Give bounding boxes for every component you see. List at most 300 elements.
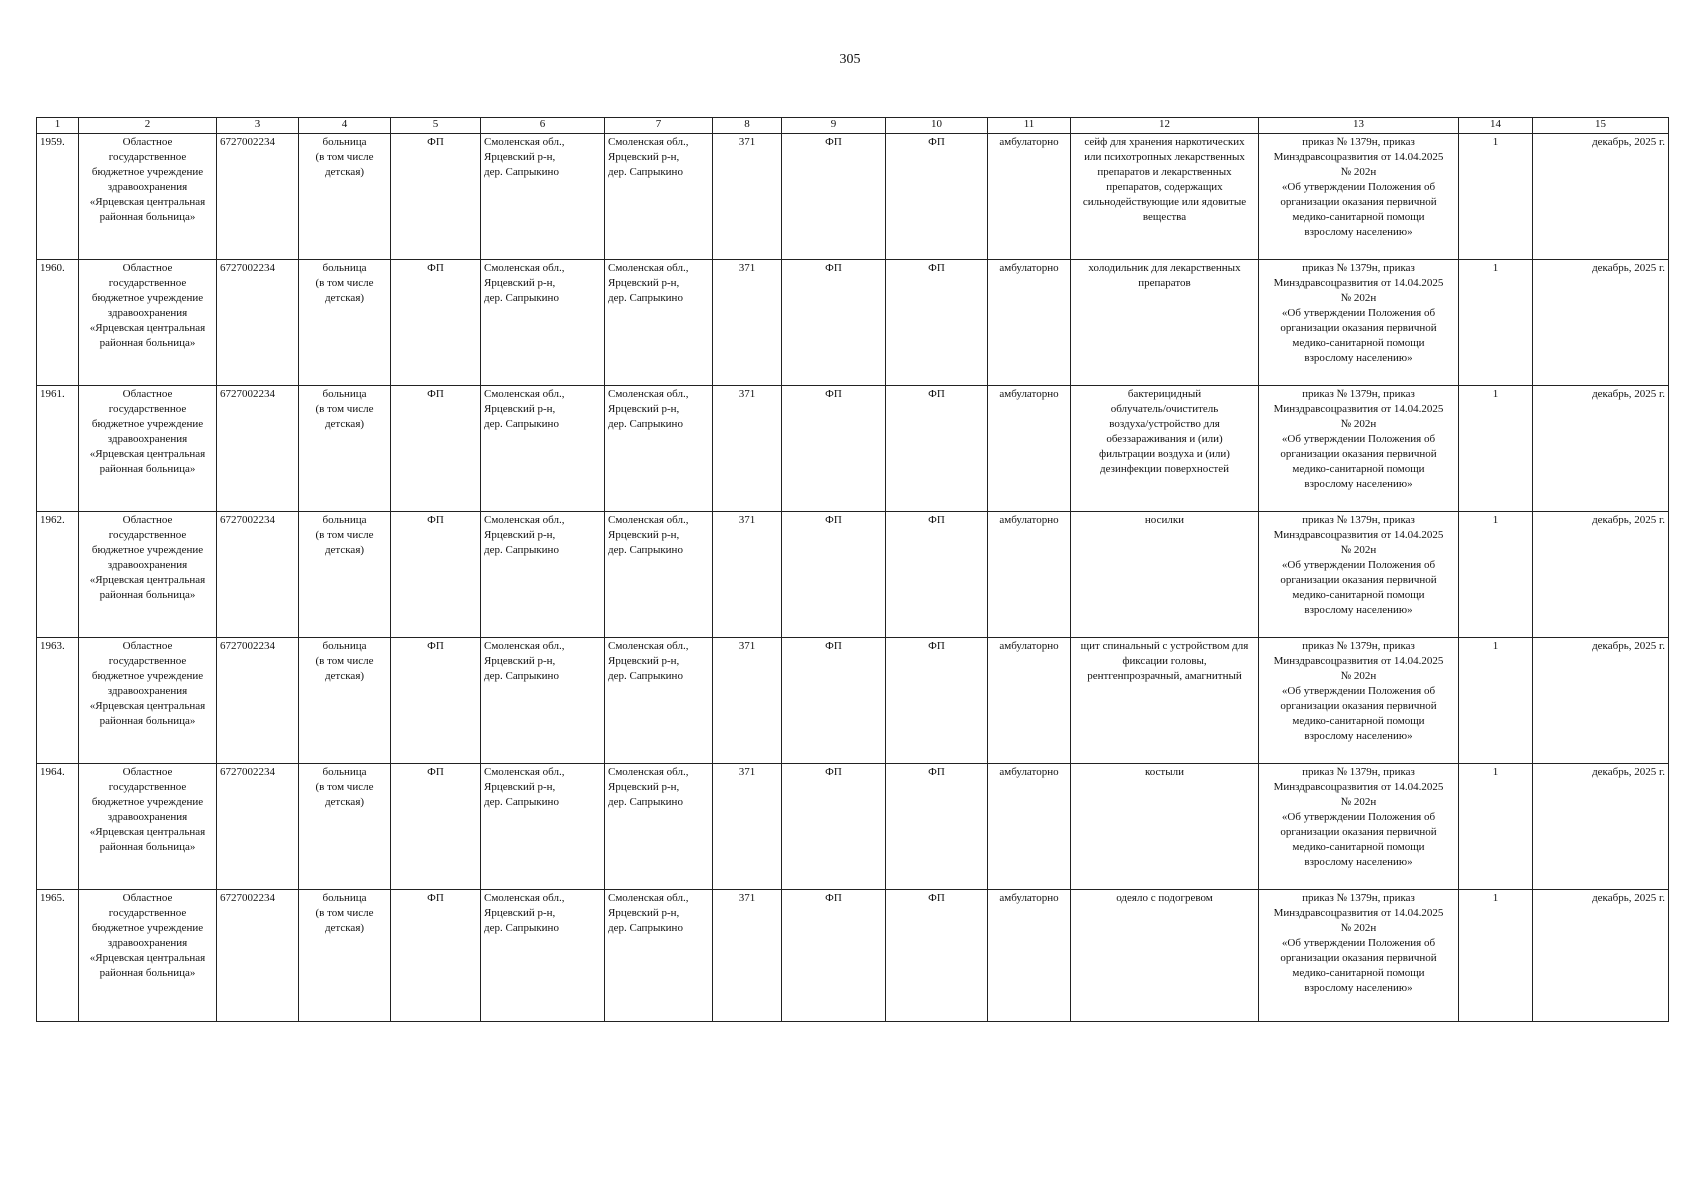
- code: 371: [713, 890, 782, 1022]
- regulation-order-line: приказ № 1379н, приказ: [1302, 892, 1415, 904]
- facility-type-line: детская): [324, 166, 365, 178]
- quantity: 1: [1459, 260, 1533, 386]
- address-line: дер. Сапрыкино: [484, 796, 559, 808]
- facility-type-line: (в том числе: [315, 403, 374, 415]
- organization-name-line: бюджетное учреждение: [91, 166, 204, 178]
- address-actual-line: дер. Сапрыкино: [608, 670, 683, 682]
- organization-name-line: здравоохранения: [107, 685, 188, 697]
- organization-name: [79, 386, 217, 512]
- organization-name-line: государственное: [108, 277, 187, 289]
- equipment-name-line: препаратов и лекарственных: [1097, 166, 1232, 178]
- address-line: Ярцевский р-н,: [484, 655, 556, 667]
- regulation-order-line: № 202н: [1340, 670, 1377, 682]
- regulation-order-line: «Об утверждении Положения об: [1281, 685, 1436, 697]
- organization-name-line: Областное: [122, 136, 173, 148]
- column-header: 1: [37, 118, 79, 134]
- address-actual-line: Ярцевский р-н,: [608, 403, 680, 415]
- regulation-order-line: «Об утверждении Положения об: [1281, 559, 1436, 571]
- table-row: [37, 134, 1669, 260]
- care-mode: амбулаторно: [988, 134, 1071, 260]
- column-header: 3: [217, 118, 299, 134]
- address-actual-line: Ярцевский р-н,: [608, 529, 680, 541]
- subdivision-type: ФП: [886, 260, 988, 386]
- regulation-order-line: приказ № 1379н, приказ: [1302, 766, 1415, 778]
- regulation-order-line: взрослому населению»: [1304, 604, 1413, 616]
- delivery-date: декабрь, 2025 г.: [1533, 890, 1669, 1022]
- equipment-name-line: или психотропных лекарственных: [1084, 151, 1245, 163]
- organization-name-line: Областное: [122, 388, 173, 400]
- address-actual: [605, 638, 713, 764]
- address-actual-line: Смоленская обл.,: [608, 136, 689, 148]
- regulation-order-line: организации оказания первичной: [1280, 448, 1437, 460]
- organization-name-line: районная больница»: [99, 463, 196, 475]
- organization-name-line: районная больница»: [99, 967, 196, 979]
- organization-name-line: Областное: [122, 262, 173, 274]
- regulation-order-line: приказ № 1379н, приказ: [1302, 640, 1415, 652]
- address-line: Ярцевский р-н,: [484, 277, 556, 289]
- organization-name: [79, 260, 217, 386]
- regulation-order-line: медико-санитарной помощи: [1292, 337, 1425, 349]
- address-actual: [605, 890, 713, 1022]
- inn: 6727002234: [217, 638, 299, 764]
- regulation-order-line: приказ № 1379н, приказ: [1302, 388, 1415, 400]
- organization-name-line: бюджетное учреждение: [91, 670, 204, 682]
- address-actual-line: дер. Сапрыкино: [608, 544, 683, 556]
- unit-type: ФП: [391, 512, 481, 638]
- regulation-order-line: Минздравсоцразвития от 14.04.2025: [1273, 151, 1444, 163]
- regulation-order-line: «Об утверждении Положения об: [1281, 811, 1436, 823]
- column-header: 4: [299, 118, 391, 134]
- organization-name-line: бюджетное учреждение: [91, 796, 204, 808]
- facility-type: [299, 890, 391, 1022]
- equipment-name-line: рентгенпрозрачный, амагнитный: [1087, 670, 1242, 682]
- organization-name-line: здравоохранения: [107, 559, 188, 571]
- regulation-order-line: взрослому населению»: [1304, 856, 1413, 868]
- facility-type-line: детская): [324, 670, 365, 682]
- address-line: Ярцевский р-н,: [484, 403, 556, 415]
- code: 371: [713, 134, 782, 260]
- column-header: 8: [713, 118, 782, 134]
- regulation-order: [1259, 764, 1459, 890]
- regulation-order: [1259, 134, 1459, 260]
- organization-name-line: Областное: [122, 766, 173, 778]
- row-number: 1961.: [37, 386, 79, 512]
- regulation-order-line: № 202н: [1340, 796, 1377, 808]
- regulation-order: [1259, 890, 1459, 1022]
- regulation-order: [1259, 386, 1459, 512]
- equipment-name-line: воздуха/устройство для: [1109, 418, 1220, 430]
- row-number: 1964.: [37, 764, 79, 890]
- regulation-order-line: медико-санитарной помощи: [1292, 463, 1425, 475]
- facility-type: [299, 260, 391, 386]
- subdivision: ФП: [782, 134, 886, 260]
- address-actual-line: Смоленская обл.,: [608, 388, 689, 400]
- unit-type: ФП: [391, 386, 481, 512]
- address-actual-line: дер. Сапрыкино: [608, 292, 683, 304]
- facility-type: [299, 386, 391, 512]
- organization-name-line: Областное: [122, 640, 173, 652]
- address-line: дер. Сапрыкино: [484, 670, 559, 682]
- delivery-date: декабрь, 2025 г.: [1533, 260, 1669, 386]
- inn: 6727002234: [217, 260, 299, 386]
- address-actual-line: Ярцевский р-н,: [608, 655, 680, 667]
- column-header: 14: [1459, 118, 1533, 134]
- row-number: 1960.: [37, 260, 79, 386]
- organization-name-line: Областное: [122, 514, 173, 526]
- subdivision: ФП: [782, 512, 886, 638]
- organization-name-line: районная больница»: [99, 715, 196, 727]
- regulation-order-line: медико-санитарной помощи: [1292, 211, 1425, 223]
- address-actual-line: дер. Сапрыкино: [608, 922, 683, 934]
- code: 371: [713, 512, 782, 638]
- equipment-name-line: костыли: [1144, 766, 1184, 778]
- organization-name-line: районная больница»: [99, 211, 196, 223]
- subdivision: ФП: [782, 386, 886, 512]
- care-mode: амбулаторно: [988, 260, 1071, 386]
- address-actual-line: Смоленская обл.,: [608, 514, 689, 526]
- delivery-date: декабрь, 2025 г.: [1533, 134, 1669, 260]
- address-actual-line: Ярцевский р-н,: [608, 151, 680, 163]
- facility-type-line: детская): [324, 544, 365, 556]
- address-line: Ярцевский р-н,: [484, 529, 556, 541]
- organization-name: [79, 638, 217, 764]
- address-line: Смоленская обл.,: [484, 766, 565, 778]
- regulation-order-line: взрослому населению»: [1304, 226, 1413, 238]
- address-line: Ярцевский р-н,: [484, 781, 556, 793]
- address-line: дер. Сапрыкино: [484, 544, 559, 556]
- quantity: 1: [1459, 512, 1533, 638]
- address-actual: [605, 134, 713, 260]
- subdivision-type: ФП: [886, 512, 988, 638]
- equipment-name-line: фильтрации воздуха и (или): [1099, 448, 1230, 460]
- regulation-order-line: организации оказания первичной: [1280, 574, 1437, 586]
- organization-name-line: государственное: [108, 907, 187, 919]
- row-number: 1963.: [37, 638, 79, 764]
- address-actual-line: Ярцевский р-н,: [608, 277, 680, 289]
- row-number: 1962.: [37, 512, 79, 638]
- column-header: 10: [886, 118, 988, 134]
- unit-type: ФП: [391, 638, 481, 764]
- address: [481, 638, 605, 764]
- facility-type-line: (в том числе: [315, 655, 374, 667]
- address-line: дер. Сапрыкино: [484, 418, 559, 430]
- delivery-date: декабрь, 2025 г.: [1533, 512, 1669, 638]
- subdivision-type: ФП: [886, 890, 988, 1022]
- regulation-order-line: организации оказания первичной: [1280, 952, 1437, 964]
- address: [481, 512, 605, 638]
- table-row: [37, 260, 1669, 386]
- column-header: 2: [79, 118, 217, 134]
- equipment-name-line: вещества: [1142, 211, 1187, 223]
- equipment-name-line: одеяло с подогревом: [1116, 892, 1213, 904]
- regulation-order-line: № 202н: [1340, 166, 1377, 178]
- subdivision-type: ФП: [886, 638, 988, 764]
- regulation-order-line: Минздравсоцразвития от 14.04.2025: [1273, 277, 1444, 289]
- organization-name: [79, 134, 217, 260]
- address-actual-line: Смоленская обл.,: [608, 766, 689, 778]
- equipment-name-line: облучатель/очиститель: [1110, 403, 1219, 415]
- address: [481, 134, 605, 260]
- facility-type-line: (в том числе: [315, 277, 374, 289]
- unit-type: ФП: [391, 764, 481, 890]
- unit-type: ФП: [391, 134, 481, 260]
- inn: 6727002234: [217, 512, 299, 638]
- regulation-order-line: организации оказания первичной: [1280, 700, 1437, 712]
- address: [481, 764, 605, 890]
- column-header: 11: [988, 118, 1071, 134]
- regulation-order-line: медико-санитарной помощи: [1292, 967, 1425, 979]
- address-line: Ярцевский р-н,: [484, 151, 556, 163]
- table-row: [37, 890, 1669, 1022]
- organization-name-line: государственное: [108, 655, 187, 667]
- address-line: Смоленская обл.,: [484, 136, 565, 148]
- unit-type: ФП: [391, 260, 481, 386]
- subdivision-type: ФП: [886, 764, 988, 890]
- subdivision: ФП: [782, 890, 886, 1022]
- regulation-order-line: Минздравсоцразвития от 14.04.2025: [1273, 529, 1444, 541]
- page-number: 305: [839, 52, 861, 67]
- regulation-order-line: медико-санитарной помощи: [1292, 589, 1425, 601]
- subdivision: ФП: [782, 638, 886, 764]
- care-mode: амбулаторно: [988, 764, 1071, 890]
- table-row: [37, 512, 1669, 638]
- code: 371: [713, 764, 782, 890]
- subdivision-type: ФП: [886, 386, 988, 512]
- inn: 6727002234: [217, 764, 299, 890]
- equipment-name-line: бактерицидный: [1127, 388, 1202, 400]
- table-row: [37, 764, 1669, 890]
- subdivision: ФП: [782, 260, 886, 386]
- address-actual-line: дер. Сапрыкино: [608, 796, 683, 808]
- address-actual-line: дер. Сапрыкино: [608, 166, 683, 178]
- organization-name-line: здравоохранения: [107, 811, 188, 823]
- address-line: дер. Сапрыкино: [484, 922, 559, 934]
- regulation-order-line: № 202н: [1340, 544, 1377, 556]
- organization-name-line: «Ярцевская центральная: [89, 574, 206, 586]
- organization-name-line: Областное: [122, 892, 173, 904]
- facility-type-line: (в том числе: [315, 151, 374, 163]
- quantity: 1: [1459, 386, 1533, 512]
- facility-type-line: детская): [324, 922, 365, 934]
- organization-name-line: здравоохранения: [107, 937, 188, 949]
- regulation-order-line: медико-санитарной помощи: [1292, 715, 1425, 727]
- care-mode: амбулаторно: [988, 890, 1071, 1022]
- regulation-order-line: Минздравсоцразвития от 14.04.2025: [1273, 781, 1444, 793]
- equipment-name-line: препаратов: [1138, 277, 1191, 289]
- facility-type: [299, 638, 391, 764]
- organization-name-line: «Ярцевская центральная: [89, 322, 206, 334]
- organization-name-line: бюджетное учреждение: [91, 418, 204, 430]
- regulation-order: [1259, 260, 1459, 386]
- column-header: 7: [605, 118, 713, 134]
- quantity: 1: [1459, 890, 1533, 1022]
- regulation-order: [1259, 512, 1459, 638]
- code: 371: [713, 260, 782, 386]
- facility-type: [299, 134, 391, 260]
- address-actual-line: Смоленская обл.,: [608, 262, 689, 274]
- regulation-order-line: Минздравсоцразвития от 14.04.2025: [1273, 907, 1444, 919]
- facility-type-line: больница: [322, 640, 367, 652]
- facility-type-line: детская): [324, 418, 365, 430]
- equipment-name-line: щит спинальный с устройством для: [1080, 640, 1249, 652]
- equipment-name: [1071, 890, 1259, 1022]
- inn: 6727002234: [217, 134, 299, 260]
- address-actual: [605, 764, 713, 890]
- address-line: дер. Сапрыкино: [484, 292, 559, 304]
- regulation-order-line: приказ № 1379н, приказ: [1302, 136, 1415, 148]
- organization-name-line: здравоохранения: [107, 433, 188, 445]
- organization-name-line: «Ярцевская центральная: [89, 448, 206, 460]
- organization-name-line: районная больница»: [99, 841, 196, 853]
- facility-type-line: больница: [322, 262, 367, 274]
- row-number: 1959.: [37, 134, 79, 260]
- quantity: 1: [1459, 638, 1533, 764]
- unit-type: ФП: [391, 890, 481, 1022]
- equipment-name-line: препаратов, содержащих: [1106, 181, 1223, 193]
- address: [481, 890, 605, 1022]
- organization-name-line: здравоохранения: [107, 307, 188, 319]
- address-line: Смоленская обл.,: [484, 892, 565, 904]
- organization-name: [79, 890, 217, 1022]
- organization-name-line: «Ярцевская центральная: [89, 196, 206, 208]
- regulation-order-line: Минздравсоцразвития от 14.04.2025: [1273, 655, 1444, 667]
- regulation-order-line: Минздравсоцразвития от 14.04.2025: [1273, 403, 1444, 415]
- regulation-order-line: «Об утверждении Положения об: [1281, 937, 1436, 949]
- equipment-name-line: холодильник для лекарственных: [1088, 262, 1241, 274]
- subdivision-type: ФП: [886, 134, 988, 260]
- delivery-date: декабрь, 2025 г.: [1533, 638, 1669, 764]
- column-header: 5: [391, 118, 481, 134]
- regulation-order-line: взрослому населению»: [1304, 478, 1413, 490]
- quantity: 1: [1459, 134, 1533, 260]
- regulation-order-line: организации оказания первичной: [1280, 322, 1437, 334]
- facility-type-line: больница: [322, 136, 367, 148]
- equipment-name: [1071, 512, 1259, 638]
- facility-type-line: больница: [322, 388, 367, 400]
- organization-name-line: «Ярцевская центральная: [89, 952, 206, 964]
- equipment-name: [1071, 134, 1259, 260]
- facility-type-line: больница: [322, 892, 367, 904]
- code: 371: [713, 638, 782, 764]
- equipment-name-line: сильнодействующие или ядовитые: [1082, 196, 1247, 208]
- address-actual-line: Смоленская обл.,: [608, 640, 689, 652]
- address: [481, 386, 605, 512]
- column-header: 13: [1259, 118, 1459, 134]
- address-line: Смоленская обл.,: [484, 262, 565, 274]
- address-actual: [605, 386, 713, 512]
- address-actual: [605, 512, 713, 638]
- table-row: [37, 638, 1669, 764]
- organization-name-line: бюджетное учреждение: [91, 292, 204, 304]
- table-row: [37, 386, 1669, 512]
- equipment-name-line: носилки: [1144, 514, 1185, 526]
- organization-name: [79, 764, 217, 890]
- organization-name-line: государственное: [108, 151, 187, 163]
- care-mode: амбулаторно: [988, 386, 1071, 512]
- equipment-registry-table: [36, 117, 1669, 1022]
- regulation-order-line: № 202н: [1340, 292, 1377, 304]
- regulation-order-line: взрослому населению»: [1304, 982, 1413, 994]
- regulation-order-line: организации оказания первичной: [1280, 196, 1437, 208]
- equipment-name: [1071, 386, 1259, 512]
- equipment-name-line: обеззараживания и (или): [1106, 433, 1223, 445]
- organization-name-line: районная больница»: [99, 337, 196, 349]
- address-line: Ярцевский р-н,: [484, 907, 556, 919]
- delivery-date: декабрь, 2025 г.: [1533, 764, 1669, 890]
- address-actual-line: Смоленская обл.,: [608, 892, 689, 904]
- equipment-name: [1071, 764, 1259, 890]
- facility-type-line: детская): [324, 292, 365, 304]
- facility-type-line: (в том числе: [315, 781, 374, 793]
- regulation-order-line: приказ № 1379н, приказ: [1302, 514, 1415, 526]
- row-number: 1965.: [37, 890, 79, 1022]
- address-actual-line: Ярцевский р-н,: [608, 907, 680, 919]
- organization-name-line: «Ярцевская центральная: [89, 700, 206, 712]
- facility-type: [299, 764, 391, 890]
- organization-name-line: «Ярцевская центральная: [89, 826, 206, 838]
- regulation-order-line: взрослому населению»: [1304, 730, 1413, 742]
- equipment-name-line: дезинфекции поверхностей: [1099, 463, 1229, 475]
- table-body: [37, 134, 1669, 1022]
- regulation-order-line: взрослому населению»: [1304, 352, 1413, 364]
- inn: 6727002234: [217, 386, 299, 512]
- equipment-name: [1071, 260, 1259, 386]
- address: [481, 260, 605, 386]
- facility-type-line: больница: [322, 766, 367, 778]
- organization-name-line: государственное: [108, 781, 187, 793]
- regulation-order-line: приказ № 1379н, приказ: [1302, 262, 1415, 274]
- address-line: дер. Сапрыкино: [484, 166, 559, 178]
- equipment-name-line: сейф для хранения наркотических: [1084, 136, 1245, 148]
- organization-name-line: государственное: [108, 403, 187, 415]
- inn: 6727002234: [217, 890, 299, 1022]
- delivery-date: декабрь, 2025 г.: [1533, 386, 1669, 512]
- facility-type-line: больница: [322, 514, 367, 526]
- care-mode: амбулаторно: [988, 512, 1071, 638]
- facility-type-line: детская): [324, 796, 365, 808]
- regulation-order-line: «Об утверждении Положения об: [1281, 181, 1436, 193]
- equipment-name-line: фиксации головы,: [1122, 655, 1207, 667]
- regulation-order-line: организации оказания первичной: [1280, 826, 1437, 838]
- column-header: 12: [1071, 118, 1259, 134]
- regulation-order-line: № 202н: [1340, 418, 1377, 430]
- organization-name-line: здравоохранения: [107, 181, 188, 193]
- column-header: 6: [481, 118, 605, 134]
- address-actual-line: Ярцевский р-н,: [608, 781, 680, 793]
- address-line: Смоленская обл.,: [484, 514, 565, 526]
- regulation-order-line: медико-санитарной помощи: [1292, 841, 1425, 853]
- organization-name-line: бюджетное учреждение: [91, 922, 204, 934]
- quantity: 1: [1459, 764, 1533, 890]
- organization-name-line: бюджетное учреждение: [91, 544, 204, 556]
- facility-type: [299, 512, 391, 638]
- organization-name-line: районная больница»: [99, 589, 196, 601]
- facility-type-line: (в том числе: [315, 907, 374, 919]
- regulation-order-line: № 202н: [1340, 922, 1377, 934]
- address-actual-line: дер. Сапрыкино: [608, 418, 683, 430]
- equipment-name: [1071, 638, 1259, 764]
- facility-type-line: (в том числе: [315, 529, 374, 541]
- organization-name: [79, 512, 217, 638]
- address-line: Смоленская обл.,: [484, 388, 565, 400]
- column-header: 9: [782, 118, 886, 134]
- regulation-order: [1259, 638, 1459, 764]
- address-actual: [605, 260, 713, 386]
- care-mode: амбулаторно: [988, 638, 1071, 764]
- regulation-order-line: «Об утверждении Положения об: [1281, 307, 1436, 319]
- column-number-row: [37, 118, 1669, 134]
- subdivision: ФП: [782, 764, 886, 890]
